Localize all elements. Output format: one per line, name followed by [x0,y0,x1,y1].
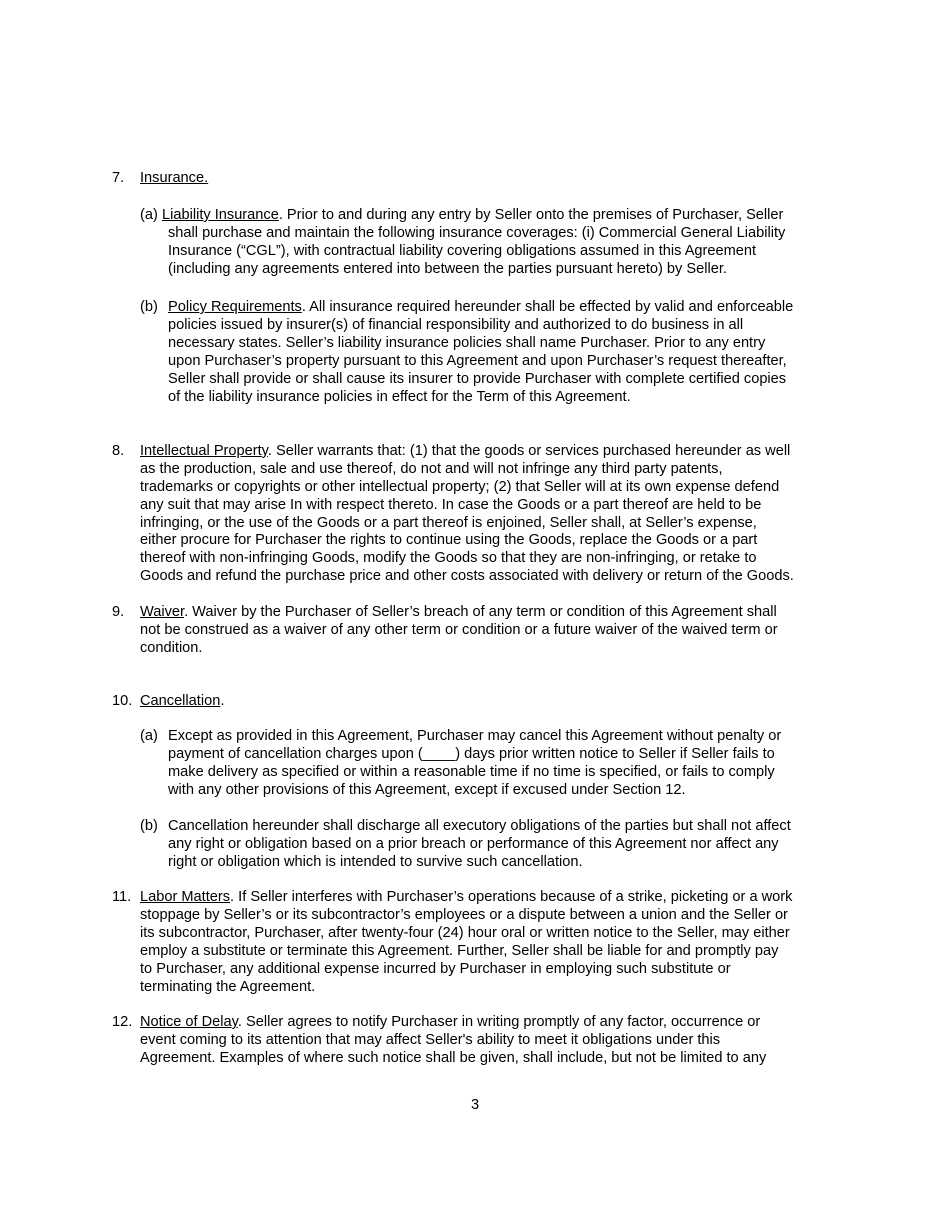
section-10-heading: Cancellation [140,693,221,709]
section-8-line-6: either procure for Purchaser the rights to continue using the Goods, replace the Goods or a part [140,532,758,548]
section-11-line-4: employ a substitute or terminate this Agreement. Further, Seller shall be liable for and promptly pay [140,943,779,959]
section-8-heading: Intellectual Property [140,443,268,459]
section-8-line-4: any suit that may arise In with respect thereto. In case the Goods or a part thereof are held to be [140,497,762,513]
section-11-line-2: stoppage by Seller’s or its subcontractor’s employees or a dispute between a union and the Seller or [140,907,788,923]
section-11-number: 11. [112,889,132,905]
section-9-line-1: . Waiver by the Purchaser of Seller’s breach of any term or condition of this Agreement shall [184,604,777,620]
section-7-number: 7. [112,170,125,186]
section-8-line-1: . Seller warrants that: (1) that the goods or services purchased hereunder as well [267,443,791,459]
section-10a-line-3: make delivery as specified or within a reasonable time if no time is specified, or fails to comply [168,764,775,780]
section-7a-line-3: Insurance (“CGL”), with contractual liability covering obligations assumed in this Agreement [168,243,757,259]
section-8-line-3: trademarks or copyrights or other intellectual property; (2) that Seller will at its own expense defend [140,479,780,495]
section-10b-line-3: right or obligation which is intended to survive such cancellation. [168,854,583,870]
section-7b-heading: Policy Requirements [168,299,302,315]
section-7b-line-5: Seller shall provide or shall cause its insurer to provide Purchaser with complete certified copies [168,371,787,387]
section-8-line-2: as the production, sale and use thereof, do not and will not infringe any third party patents, [140,461,723,477]
section-11-line-5: to Purchaser, any additional expense incurred by Purchaser in employing such substitute or [140,961,731,977]
section-8-line-5: infringing, or the use of the Goods or a part thereof is enjoined, Seller shall, at Seller’s expense, [140,515,757,531]
section-7a-line-1: . Prior to and during any entry by Seller onto the premises of Purchaser, Seller [278,207,784,223]
section-8-number: 8. [112,443,125,459]
section-10b-line-1: Cancellation hereunder shall discharge all executory obligations of the parties but shall not affect [168,818,791,834]
page-number: 3 [470,1097,480,1113]
section-10-heading-tail: . [220,693,225,709]
section-10a-line-4: with any other provisions of this Agreement, except if excused under Section 12. [168,782,686,798]
section-11-heading: Labor Matters [140,889,231,905]
section-10-number: 10. [112,693,133,709]
section-12-number: 12. [112,1014,133,1030]
section-9-line-3: condition. [140,640,203,656]
section-7b-line-6: of the liability insurance policies in effect for the Term of this Agreement. [168,389,631,405]
section-9-number: 9. [112,604,125,620]
section-7a-label: (a) [140,207,158,223]
section-7-title: Insurance. [140,170,209,186]
section-12-line-2: event coming to its attention that may affect Seller's ability to meet it obligations under this [140,1032,721,1048]
section-12-line-3: Agreement. Examples of where such notice shall be given, shall include, but not be limited to any [140,1050,767,1066]
section-7a-line-2: shall purchase and maintain the following insurance coverages: (i) Commercial General Liability [168,225,786,241]
section-7b-first-line [168,299,793,317]
section-12-first-line [140,1014,760,1032]
section-7b-line-3: necessary states. Seller’s liability insurance policies shall name Purchaser. Prior to any entry [168,335,766,351]
section-9-line-2: not be construed as a waiver of any other term or condition or a future waiver of the waived term or [140,622,778,638]
section-8-line-7: thereof with non-infringing Goods, modify the Goods so that they are non-infringing, or retake to [140,550,757,566]
section-7b-line-2: policies issued by insurer(s) of financial responsibility and authorized to do business in all [168,317,744,333]
section-7a-heading: Liability Insurance [162,207,279,223]
section-7b-label: (b) [140,299,158,315]
section-11-line-3: its subcontractor, Purchaser, after twenty-four (24) hour oral or written notice to the Seller, may either [140,925,790,941]
section-11-line-1: . If Seller interferes with Purchaser’s operations because of a strike, picketing or a work [230,889,793,905]
section-12-line-1: . Seller agrees to notify Purchaser in writing promptly of any factor, occurrence or [237,1014,761,1030]
section-9-heading: Waiver [140,604,185,620]
section-11-line-6: terminating the Agreement. [140,979,316,995]
section-9-first-line [140,604,777,622]
section-10b-line-2: any right or obligation based on a prior breach or performance of this Agreement nor affect any [168,836,779,852]
section-10a-label: (a) [140,728,158,744]
section-8-first-line [140,443,790,461]
section-10b-label: (b) [140,818,158,834]
section-7a-line-4: (including any agreements entered into between the parties pursuant hereto) by Seller. [168,261,727,277]
section-10-title-line [140,693,224,711]
section-10a-line-2: payment of cancellation charges upon (____) days prior written notice to Seller if Seller fails to [168,746,775,762]
section-7b-line-4: upon Purchaser’s property pursuant to this Agreement and upon Purchaser’s request thereafter, [168,353,787,369]
section-8-line-8: Goods and refund the purchase price and other costs associated with delivery or return of the Goods. [140,568,794,584]
section-7a-first-line [162,207,783,225]
section-7b-line-1: . All insurance required hereunder shall be effected by valid and enforceable [301,299,794,315]
section-12-heading: Notice of Delay [140,1014,238,1030]
section-10a-line-1: Except as provided in this Agreement, Purchaser may cancel this Agreement without penalty or [168,728,782,744]
section-11-first-line [140,889,792,907]
